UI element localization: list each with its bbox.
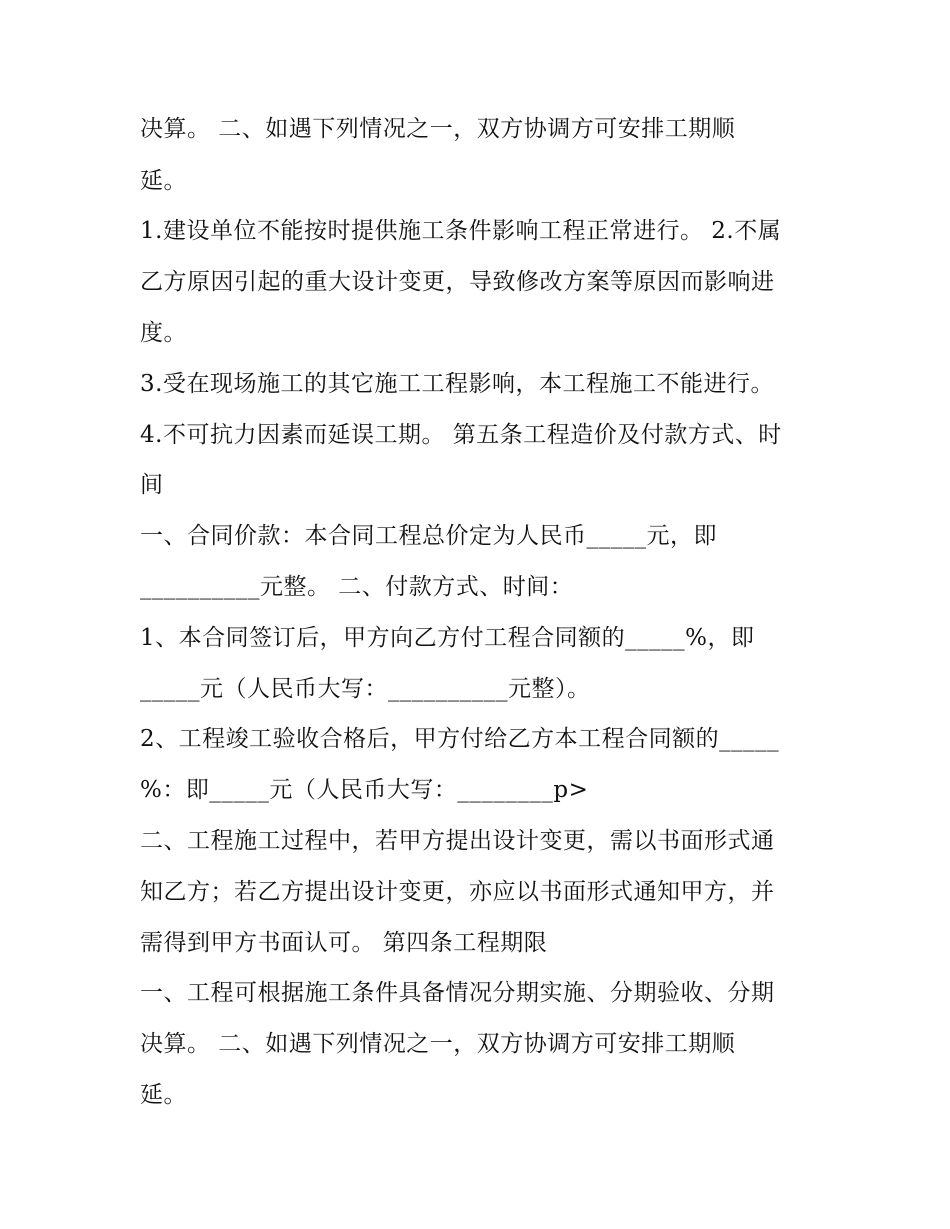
text-line: 4.不可抗力因素而延误工期。 第五条工程造价及付款方式、时 [140,422,782,448]
text-line: 一、工程可根据施工条件具备情况分期实施、分期验收、分期 [140,980,775,1006]
text-line: 1.建设单位不能按时提供施工条件影响工程正常进行。 2.不属 [140,218,782,244]
text-line: 延。 [140,168,187,194]
text-line: 二、工程施工过程中，若甲方提出设计变更，需以书面形式通 [140,828,775,854]
text-line: 度。 [140,320,187,346]
text-line: 间 [140,472,164,498]
text-line: 一、合同价款：本合同工程总价定为人民币_____元，即 [140,523,717,549]
text-line: 知乙方；若乙方提出设计变更，亦应以书面形式通知甲方，并 [140,879,775,905]
text-line: 需得到甲方书面认可。 第四条工程期限 [140,930,548,956]
text-line: _____元（人民币大写：__________元整）。 [140,676,591,702]
text-line: 1、本合同签订后，甲方向乙方付工程合同额的_____%，即 [140,625,755,651]
text-line: 乙方原因引起的重大设计变更，导致修改方案等原因而影响进 [140,269,775,295]
text-line: 3.受在现场施工的其它施工工程影响，本工程施工不能进行。 [140,371,774,397]
text-line: 决算。 二、如遇下列情况之一，双方协调方可安排工期顺 [140,1031,736,1057]
text-line: __________元整。 二、付款方式、时间： [140,574,574,600]
text-line: %：即_____元（人民币大写：________p> [140,777,589,803]
text-line: 延。 [140,1082,187,1108]
text-line: 决算。 二、如遇下列情况之一，双方协调方可安排工期顺 [140,116,736,142]
text-line: 2、工程竣工验收合格后，甲方付给乙方本工程合同额的_____ [140,726,780,752]
